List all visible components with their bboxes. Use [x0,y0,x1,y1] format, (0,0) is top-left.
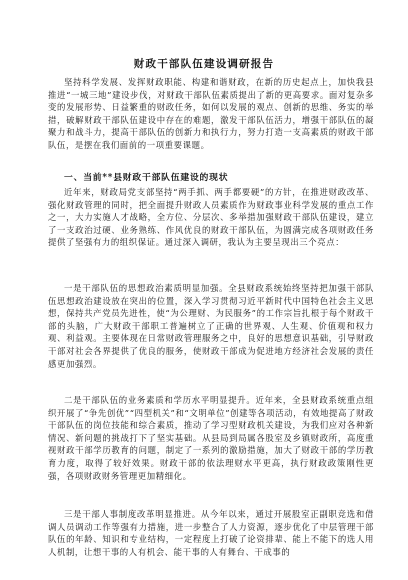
intro-paragraph: 坚持科学发展、发挥财政职能、构建和谐财政，在新的历史起点上，加快我县推进“一城三地”建设步伐，对财政干部队伍素质提出了新的更高要求。面对复杂多变的发展形势、日益繁重的财政任务，如何以发展的观点、创新的思维、务实的举措，破解财政干部队伍建设中存在的难题，激发干部队伍活力，增强干部队伍的凝聚力和战斗力，提高干部队伍的创新力和执行力，努力打造一支高素质的财政干部队伍，是摆在我们面前的一项重要课题。 [48,77,374,150]
section-paragraph-2: 一是干部队伍的思想政治素质明显加强。全县财政系统始终坚持把加强干部队伍思想政治建设放在突出的位置，深入学习贯彻习近平新时代中国特色社会主义思想，保持共产党员先进性，使“为公理财、为民服务”的工作宗旨扎根于每个财政干部的头脑，广大财政干部职工普遍树立了正确的世界观、人生观、价值观和权力观、利益观。主要体现在日常财政管理服务之中，良好的思想意识基础，引导财政干部对社会各界提供了优良的服务，使财政干部成为促进地方经济社会发展的责任感更加强烈。 [48,283,374,369]
section-paragraph-1: 近年来，财政局党支部坚持“两手抓、两手都要硬”的方针，在推进财政改革、强化财政管理的同时，把全面提升财政人员素质作为财政事业科学发展的重点工作之一，大力实施人才战略，全方位、分层次、多举措加强财政干部队伍建设，建立了一支政治过硬、业务熟练、作风优良的财政干部队伍，为圆满完成各项财政任务提供了坚强有力的组织保证。通过深入调研，我认为主要呈现出三个亮点： [48,187,374,248]
section-heading: 一、当前**县财政干部队伍建设的现状 [64,173,229,183]
document-title: 财政干部队伍建设调研报告 [133,58,275,70]
section-paragraph-4: 三是干部人事制度改革明显推进。从今年以来，通过开展股室正副职竞选和借调人员调动工作等强有力措施，进一步整合了人力资源，逐步优化了中层管理干部队伍的年龄、知识和专业结构，一定程度上打破了论资排辈、能上不能下的选人用人机制，让想干事的人有机会、能干事的人有舞台、干成事的 [48,509,374,557]
section-paragraph-3: 二是干部队伍的业务素质和学历水平明显提升。近年来，全县财政系统重点组织开展了“争先创优”“四型机关”和“文明单位”创建等各项活动，有效地提高了财政干部队伍的岗位技能和综合素质，推动了学习型财政机关建设，为我们应对各种新情况、新问题的挑战打下了坚实基础。从县局到局属各股室及乡镇财政所，高度重视财政干部学历教育的问题，制定了一系列的激励措施，加大了财政干部的学历教育力度，取得了较好效果。财政干部的依法理财水平更高，执行财政政策刚性更强，各项财政财务管理更加精细化。 [48,395,374,481]
